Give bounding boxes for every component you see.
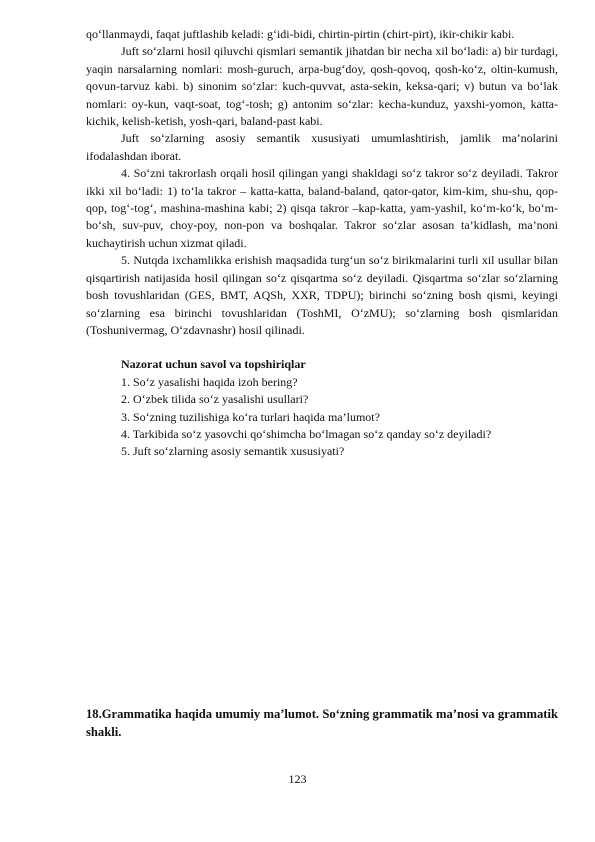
page-number: 123 (288, 772, 307, 786)
page-body (86, 26, 558, 461)
question-item: 2. O‘zbek tilida so‘z yasalishi usullari? (121, 392, 309, 407)
questions-heading: Nazorat uchun savol va topshiriqlar (121, 357, 306, 372)
paragraph-qisqartma: 5. Nutqda ixchamlikka erishish maqsadida turg‘un so‘z birikmalarini turli xil usullar bilan qisqartirish natijasida hosil qilingan so‘z qisqartma so‘z deyiladi. Qisqartma so‘zlar so‘zlarning bosh tovushlaridan (GES, BMT, AQSh, XXR, TDPU); birinchi so‘zning bosh qismi, keyingi so‘zlarning esa birinchi tovushlaridan (ToshMI, O‘zMU); so‘zlarning bosh qismlaridan (Toshunivermag, O‘zdavnashr) hosil qilinadi. (86, 253, 558, 337)
paragraph-takror: 4. So‘zni takrorlash orqali hosil qilingan yangi shakldagi so‘z takror so‘z deyiladi. Takror ikki xil bo‘ladi: 1) to‘la takror – katta-katta, baland-baland, qator-qator, kim-kim, shu-shu, qop-qop, tog‘-tog‘, mashina-mashina kabi; 2) qisqa takror –kap-katta, yam-yashil, ko‘m-ko‘k, bo‘m-bo‘sh, suv-puv, choy-poy, non-pon va boshqalar. Takror so‘zlar asosan ta’kidlash, ma’noni kuchaytirish uchun xizmat qiladi. (86, 166, 558, 250)
question-item: 3. So‘zning tuzilishiga ko‘ra turlari haqida ma’lumot? (121, 409, 380, 424)
spacer (86, 339, 558, 356)
question-item: 4. Tarkibida so‘z yasovchi qo‘shimcha bo‘lmagan so‘z qanday so‘z deyiladi? (121, 426, 492, 441)
question-item: 1. So‘z yasalishi haqida izoh bering? (121, 374, 298, 389)
paragraph-continuation: qo‘llanmaydi, faqat juftlashib keladi: g‘idi-bidi, chirtin-pirtin (chirt-pirt), ikir-chikir kabi. (86, 27, 515, 41)
section-title: 18.Grammatika haqida umumiy ma’lumot. So‘zning grammatik ma’nosi va grammatik shakli. (86, 707, 558, 739)
paragraph-juft-feature: Juft so‘zlarning asosiy semantik xususiyati umumlashtirish, jamlik ma’nolarini ifodalashdan iborat. (86, 131, 558, 163)
paragraph-juft-semantics: Juft so‘zlarni hosil qiluvchi qismlari semantik jihatdan bir necha xil bo‘ladi: a) bir turdagi, yaqin narsalarning nomlari: mosh-guruch, arpa-bug‘doy, qosh-qovoq, qosh-ko‘z, oltin-kumush, qovun-tarvuz kabi. b) sinonim so‘zlar: kuch-quvvat, asta-sekin, keksa-qari; v) butun va bo‘lak nomlari: oy-kun, vaqt-soat, tog‘-tosh; g) antonim so‘zlar: kecha-kunduz, yaxshi-yomon, katta-kichik, kelish-ketish, yosh-qari, baland-past kabi. (86, 44, 558, 129)
question-item: 5. Juft so‘zlarning asosiy semantik xususiyati? (121, 444, 345, 459)
